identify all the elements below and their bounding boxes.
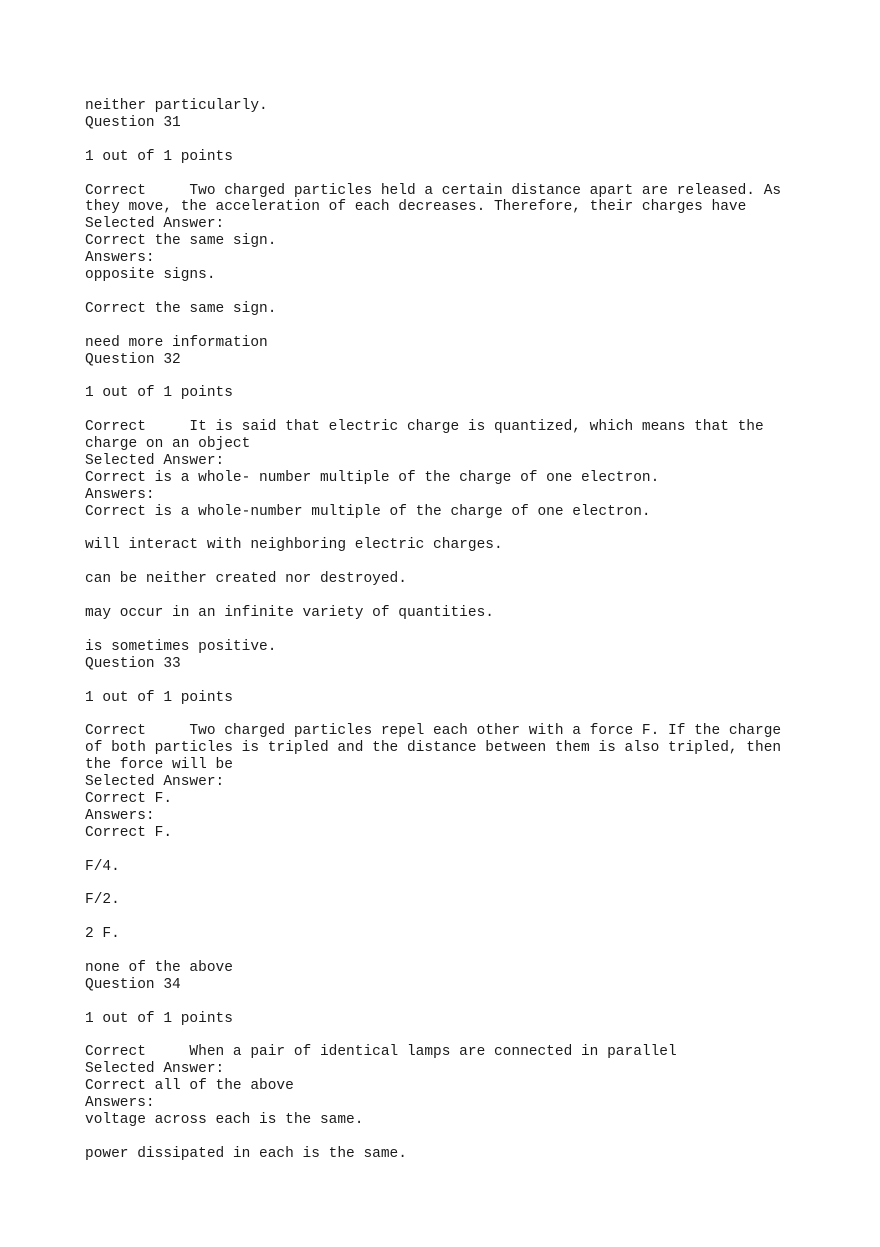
answer-option: they move, the acceleration of each decreases. Therefore, their charges have	[85, 199, 747, 216]
answer-option: none of the above	[85, 959, 233, 976]
answer-option: 2 F.	[85, 926, 120, 943]
correct-answer-option: Correct is a whole- number multiple of the charge of one electron.	[85, 469, 660, 486]
blank-line	[85, 554, 815, 571]
selected-answer-label: Selected Answer:	[85, 774, 225, 791]
blank-line	[85, 622, 815, 639]
blank-line	[85, 673, 815, 690]
answers-label: Answers:	[85, 486, 155, 503]
blank-line	[85, 842, 815, 859]
question-heading: Question 31	[85, 114, 181, 131]
answer-option: voltage across each is the same.	[85, 1112, 364, 1129]
answer-option: need more information	[85, 334, 268, 351]
question-prompt: Correct It is said that electric charge is quantized, which means that the	[85, 419, 764, 436]
correct-answer-option: Correct the same sign.	[85, 300, 277, 317]
blank-line	[85, 1028, 815, 1045]
selected-answer-label: Selected Answer:	[85, 216, 225, 233]
blank-line	[85, 521, 815, 538]
points-line: 1 out of 1 points	[85, 1010, 233, 1027]
answer-option: charge on an object	[85, 436, 251, 453]
blank-line	[85, 132, 815, 149]
blank-line	[85, 1129, 815, 1146]
question-heading: Question 33	[85, 655, 181, 672]
question-heading: Question 32	[85, 351, 181, 368]
correct-answer-option: Correct F.	[85, 790, 173, 807]
answer-option: F/4.	[85, 858, 120, 875]
blank-line	[85, 318, 815, 335]
points-line: 1 out of 1 points	[85, 148, 233, 165]
blank-line	[85, 588, 815, 605]
selected-answer-label: Selected Answer:	[85, 1061, 225, 1078]
answer-option: is sometimes positive.	[85, 638, 277, 655]
blank-line	[85, 943, 815, 960]
question-prompt: Correct When a pair of identical lamps are connected in parallel	[85, 1044, 677, 1061]
correct-answer-option: Correct all of the above	[85, 1078, 294, 1095]
blank-line	[85, 284, 815, 301]
answers-label: Answers:	[85, 807, 155, 824]
answers-label: Answers:	[85, 250, 155, 267]
answer-option: power dissipated in each is the same.	[85, 1145, 407, 1162]
blank-line	[85, 402, 815, 419]
answer-option: the force will be	[85, 757, 233, 774]
blank-line	[85, 368, 815, 385]
answer-option: will interact with neighboring electric charges.	[85, 537, 503, 554]
question-prompt: Correct Two charged particles repel each other with a force F. If the charge	[85, 723, 782, 740]
answer-option: neither particularly.	[85, 98, 268, 114]
answer-option: F/2.	[85, 892, 120, 909]
question-prompt: Correct Two charged particles held a certain distance apart are released. As	[85, 182, 782, 199]
answer-option: may occur in an infinite variety of quantities.	[85, 605, 494, 622]
points-line: 1 out of 1 points	[85, 385, 233, 402]
blank-line	[85, 909, 815, 926]
blank-line	[85, 706, 815, 723]
document-body	[85, 98, 815, 1163]
blank-line	[85, 875, 815, 892]
answer-option: opposite signs.	[85, 267, 216, 284]
correct-answer-option: Correct the same sign.	[85, 233, 277, 250]
selected-answer-label: Selected Answer:	[85, 452, 225, 469]
correct-answer-option: Correct is a whole-number multiple of the charge of one electron.	[85, 503, 651, 520]
correct-answer-option: Correct F.	[85, 824, 173, 841]
points-line: 1 out of 1 points	[85, 689, 233, 706]
answer-option: of both particles is tripled and the distance between them is also tripled, then	[85, 740, 782, 757]
question-heading: Question 34	[85, 976, 181, 993]
blank-line	[85, 166, 815, 183]
blank-line	[85, 994, 815, 1011]
answer-option: can be neither created nor destroyed.	[85, 571, 407, 588]
answers-label: Answers:	[85, 1095, 155, 1112]
